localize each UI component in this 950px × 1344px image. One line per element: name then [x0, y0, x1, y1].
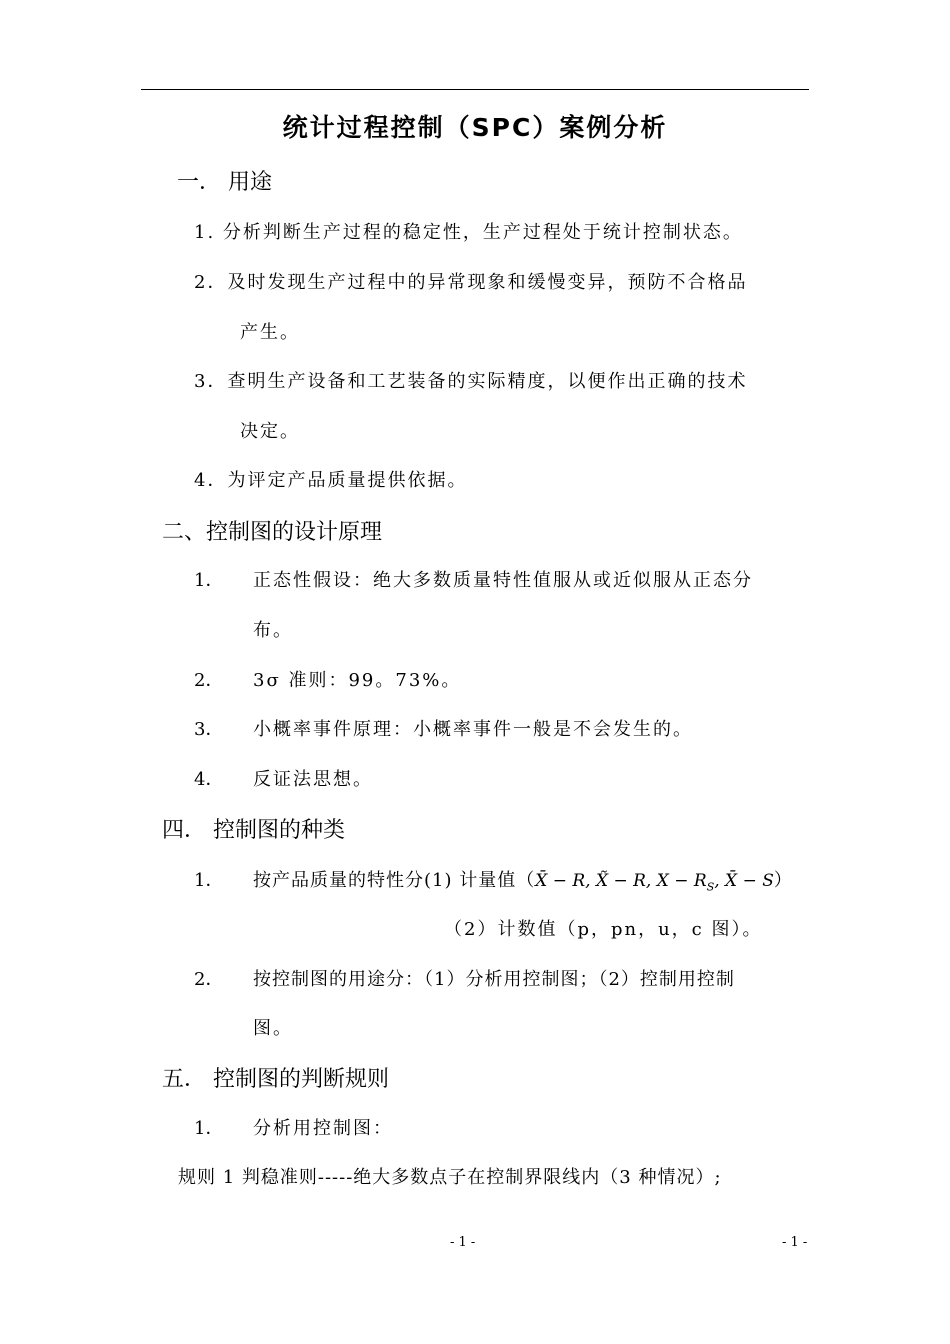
principle-item-4: 反证法思想。 [253, 769, 373, 790]
principle-num-4: 4． [194, 769, 224, 790]
types-num-1: 1． [194, 870, 224, 891]
section-heading-types: 四． 控制图的种类 [162, 818, 345, 843]
usage-item-3: 3．查明生产设备和工艺装备的实际精度，以便作出正确的技术 [194, 371, 748, 392]
principle-num-3: 3． [194, 719, 224, 740]
principle-num-1: 1． [194, 570, 224, 591]
types-item-1-line2: （2）计数值（p，pn，u，c 图）。 [444, 919, 763, 940]
section-heading-principle: 二、控制图的设计原理 [162, 520, 383, 545]
principle-item-3: 小概率事件原理：小概率事件一般是不会发生的。 [253, 719, 693, 740]
formula-text: X̄ − R, X̃ − R, X − R [535, 871, 707, 891]
types-num-2: 2． [194, 969, 224, 990]
principle-num-2: 2． [194, 670, 224, 691]
rule-1-text: 规则 1 判稳准则-----绝大多数点子在控制界限线内（3 种情况）; [178, 1167, 722, 1188]
section-heading-usage: 一． 用途 [177, 170, 272, 195]
types-item-1-suffix: ） [773, 870, 793, 891]
types-item-2-cont: 图。 [253, 1018, 293, 1039]
section-heading-rules: 五． 控制图的判断规则 [162, 1067, 389, 1092]
types-item-1 [253, 866, 793, 902]
page-number-center: - 1 - [450, 1235, 476, 1250]
principle-item-1: 正态性假设：绝大多数质量特性值服从或近似服从正态分 [253, 570, 753, 591]
principle-item-2: 3σ 准则：99。73%。 [253, 670, 462, 691]
rules-item-1: 分析用控制图： [253, 1118, 393, 1139]
usage-item-2-cont: 产生。 [240, 322, 300, 343]
principle-item-1-cont: 布。 [253, 620, 293, 641]
usage-item-4: 4．为评定产品质量提供依据。 [194, 470, 468, 491]
header-rule [141, 89, 809, 90]
page-number-right: - 1 - [782, 1235, 808, 1250]
control-chart-formula [535, 871, 774, 894]
usage-item-1: 1. 分析判断生产过程的稳定性，生产过程处于统计控制状态。 [194, 222, 743, 243]
types-item-2: 按控制图的用途分：（1）分析用控制图；（2）控制用控制 [253, 969, 735, 990]
usage-item-3-cont: 决定。 [240, 421, 300, 442]
rules-num-1: 1． [194, 1118, 224, 1139]
types-item-1-prefix: 按产品质量的特性分(1) 计量值（ [253, 870, 536, 891]
formula-tail: , X̄ − S [714, 871, 774, 891]
formula-subscript: S [706, 880, 715, 894]
document-title: 统计过程控制（SPC）案例分析 [282, 113, 668, 142]
usage-item-2: 2．及时发现生产过程中的异常现象和缓慢变异，预防不合格品 [194, 272, 748, 293]
